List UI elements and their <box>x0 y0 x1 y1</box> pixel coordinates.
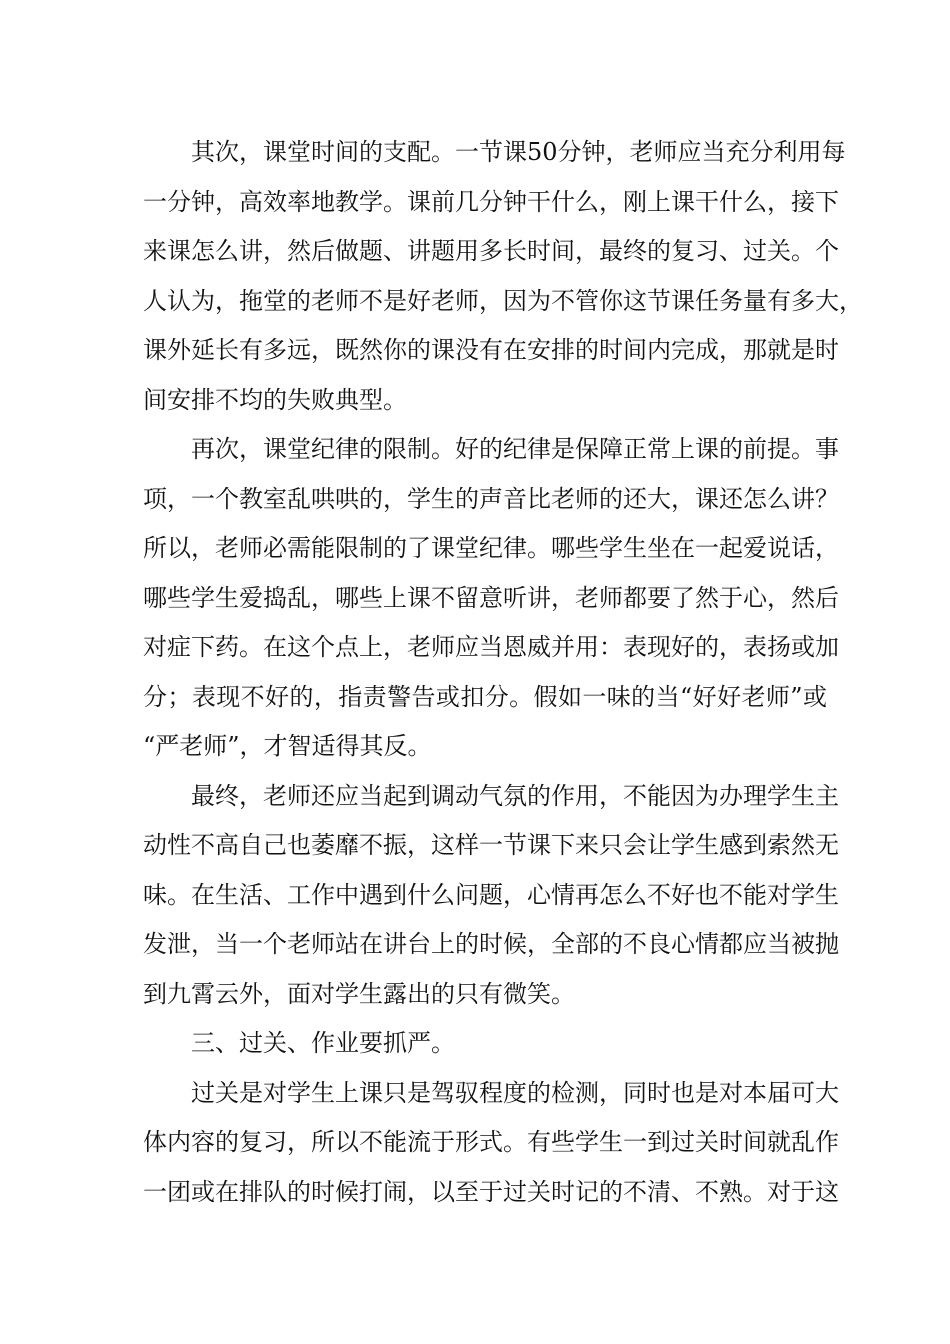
paragraph-line: “严老师”，才智适得其反。 <box>143 732 432 760</box>
paragraph-line: 哪些学生爱捣乱，哪些上课不留意听讲，老师都要了然于心，然后 <box>143 583 839 612</box>
paragraph-line: 其次，课堂时间的支配。一节课50分钟，老师应当充分利用每 <box>191 138 846 166</box>
paragraph-line: 到九霄云外，面对学生露出的只有微笑。 <box>143 979 575 1008</box>
paragraph-line: 体内容的复习，所以不能流于形式。有些学生一到过关时间就乱作 <box>143 1128 839 1156</box>
section-heading: 三、过关、作业要抓严。 <box>191 1029 455 1057</box>
paragraph-line: 课外延长有多远，既然你的课没有在安排的时间内完成，那就是时 <box>143 336 839 364</box>
paragraph-line: 最终，老师还应当起到调动气氛的作用，不能因为办理学生主 <box>191 781 839 810</box>
paragraph-line: 过关是对学生上课只是驾驭程度的检测，同时也是对本届可大 <box>191 1078 839 1107</box>
paragraph-line: 再次，课堂纪律的限制。好的纪律是保障正常上课的前提。事 <box>191 435 839 463</box>
paragraph-line: 一分钟，高效率地教学。课前几分钟干什么，刚上课干什么，接下 <box>143 187 839 216</box>
paragraph-line: 项，一个教室乱哄哄的，学生的声音比老师的还大，课还怎么讲？ <box>143 484 839 513</box>
paragraph-line: 间安排不均的失败典型。 <box>143 385 407 414</box>
paragraph-line: 味。在生活、工作中遇到什么问题，心情再怎么不好也不能对学生 <box>143 880 839 909</box>
paragraph-line: 人认为，拖堂的老师不是好老师，因为不管你这节课任务量有多大， <box>143 286 863 315</box>
paragraph-line: 一团或在排队的时候打闹，以至于过关时记的不清、不熟。对于这 <box>143 1177 839 1206</box>
document-body <box>143 128 863 1217</box>
paragraph-line: 所以，老师必需能限制的了课堂纪律。哪些学生坐在一起爱说话， <box>143 534 839 562</box>
paragraph-line: 对症下药。在这个点上，老师应当恩威并用：表现好的，表扬或加 <box>143 633 839 661</box>
paragraph-line: 来课怎么讲，然后做题、讲题用多长时间，最终的复习、过关。个 <box>143 237 839 265</box>
paragraph-line: 分；表现不好的，指责警告或扣分。假如一味的当“好好老师”或 <box>143 682 827 711</box>
paragraph-line: 发泄，当一个老师站在讲台上的时候，全部的不良心情都应当被抛 <box>143 930 839 958</box>
paragraph-line: 动性不高自己也萎靡不振，这样一节课下来只会让学生感到索然无 <box>143 831 839 859</box>
